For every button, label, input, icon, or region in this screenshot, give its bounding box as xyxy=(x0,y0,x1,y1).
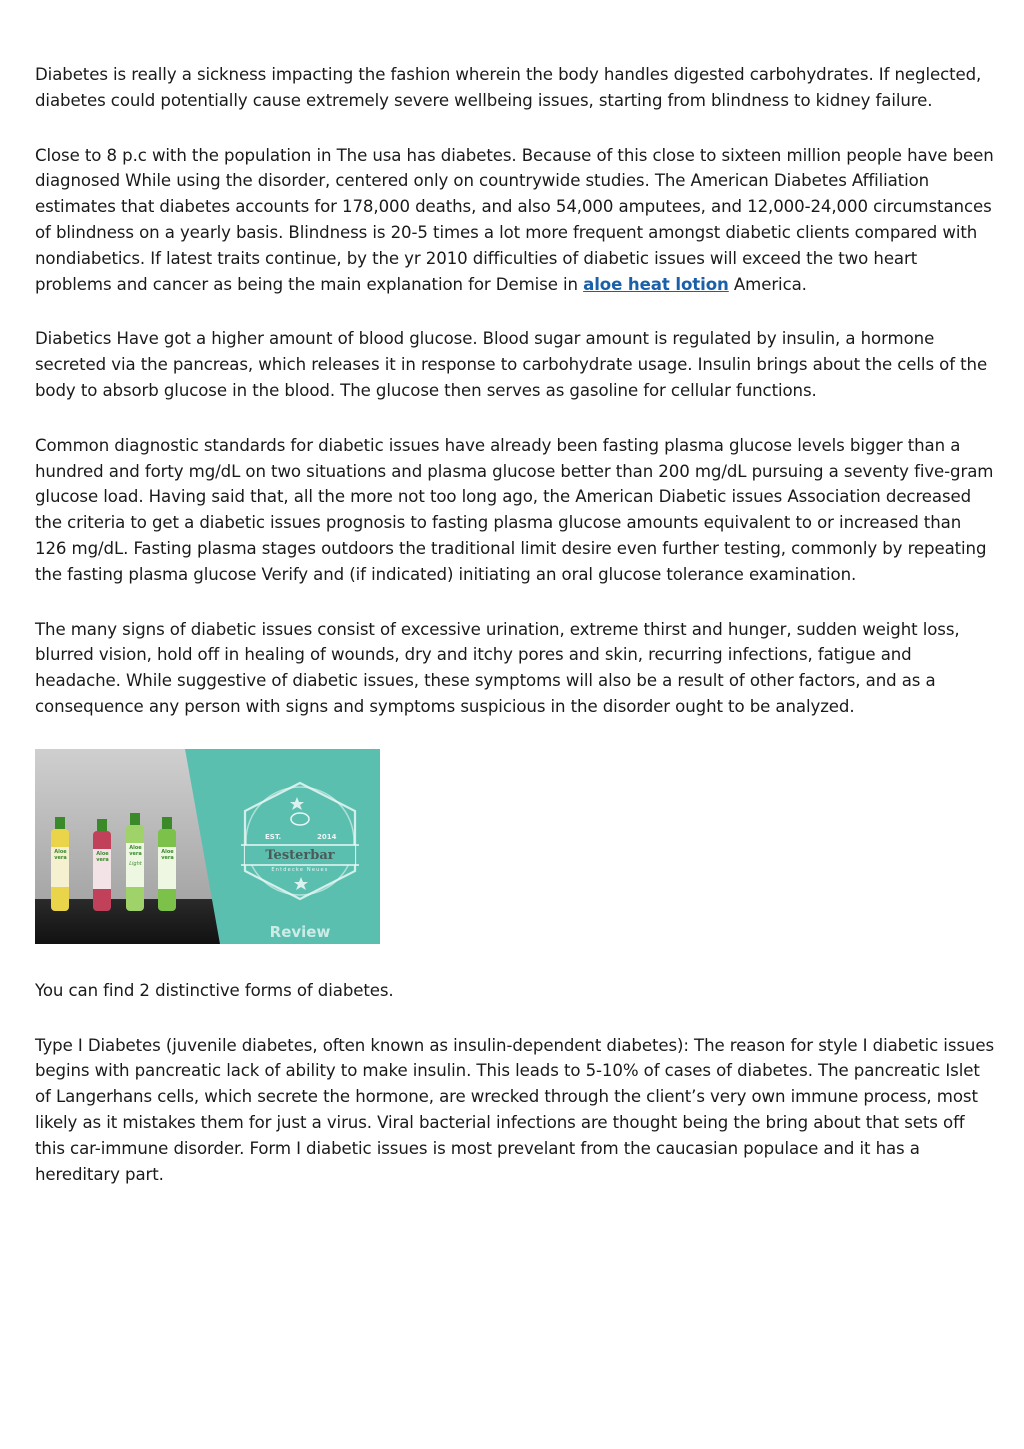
paragraph-statistics xyxy=(35,143,995,298)
aloe-heat-lotion-link[interactable]: aloe heat lotion xyxy=(583,274,729,294)
bottle-label-1: Aloe vera xyxy=(54,848,67,861)
paragraph-diagnostic-standards: Common diagnostic standards for diabetic issues have already been fasting plasma glucose levels bigger than a hundred and forty mg/dL on two situations and plasma glucose better than 200 mg/dL pursuing a seventy five-gram glucose load. Having said that, all the more not too long ago, the American Diabetic issues Association decreased the criteria to get a diabetic issues prognosis to fasting plasma glucose amounts equivalent to or increased than 126 mg/dL. Fasting plasma stages outdoors the traditional limit desire even further testing, commonly by repeating the fasting plasma glucose Verify and (if indicated) initiating an oral glucose tolerance examination. xyxy=(35,435,994,584)
badge-review-label: Review xyxy=(269,922,331,941)
badge-title: Testerbar xyxy=(265,847,335,863)
badge-est-label: EST. xyxy=(265,832,282,841)
paragraph-type-one: Type I Diabetes (juvenile diabetes, often known as insulin-dependent diabetes): The reason for style I diabetic issues begins with pancreatic lack of ability to make insulin. This leads to 5-10% of cases of diabetes. The pancreatic Islet of Langerhans cells, which secrete the hormone, are wrecked through the client’s very own immune process, most likely as it mistakes them for just a virus. Viral bacterial infections are thought being the bring about that sets off this car-immune disorder. Form I diabetic issues is most prevelant from the caucasian populace and it has a hereditary part. xyxy=(35,1035,994,1184)
bottle-label-2: Aloe vera xyxy=(96,850,109,863)
bottle-label-light: Light xyxy=(129,860,142,867)
badge-tagline: Entdecke Neues xyxy=(271,866,329,873)
paragraph-intro: Diabetes is really a sickness impacting the fashion wherein the body handles digested carbohydrates. If neglected, diabetes could potentially cause extremely severe wellbeing issues, starting from blindness to kidney failure. xyxy=(35,65,982,110)
paragraph-statistics-tail: America. xyxy=(728,274,807,294)
paragraph-two-forms: You can find 2 distinctive forms of diabetes. xyxy=(35,980,394,1000)
testerbar-review-image xyxy=(35,749,380,944)
paragraph-blood-glucose: Diabetics Have got a higher amount of blood glucose. Blood sugar amount is regulated by insulin, a hormone secreted via the pancreas, which releases it in response to carbohydrate usage. Insulin brings about the cells of the body to absorb glucose in the blood. The glucose then serves as gasoline for cellular functions. xyxy=(35,329,988,400)
paragraph-symptoms: The many signs of diabetic issues consist of excessive urination, extreme thirst and hunger, sudden weight loss, blurred vision, hold off in healing of wounds, dry and itchy pores and skin, recurring infections, fatigue and headache. While suggestive of diabetic issues, these symptoms will also be a result of other factors, and as a consequence any person with signs and symptoms suspicious in the disorder ought to be analyzed. xyxy=(35,619,960,716)
article-body xyxy=(35,62,995,1216)
badge-year-label: 2014 xyxy=(317,832,337,841)
bottle-label-4: Aloe vera xyxy=(161,848,174,861)
paragraph-statistics-text: Close to 8 p.c with the population in The usa has diabetes. Because of this close to sixteen million people have been diagnosed While using the disorder, centered only on countrywide studies. The American Diabetes Affiliation estimates that diabetes accounts for 178,000 deaths, and also 54,000 amputees, and 12,000-24,000 circumstances of blindness on a yearly basis. Blindness is 20-5 times a lot more frequent amongst diabetic clients compared with nondiabetics. If latest traits continue, by the yr 2010 difficulties of diabetic issues will exceed the two heart problems and cancer as being the main explanation for Demise in xyxy=(35,145,994,294)
bottle-label-3: Aloe vera xyxy=(129,844,142,857)
